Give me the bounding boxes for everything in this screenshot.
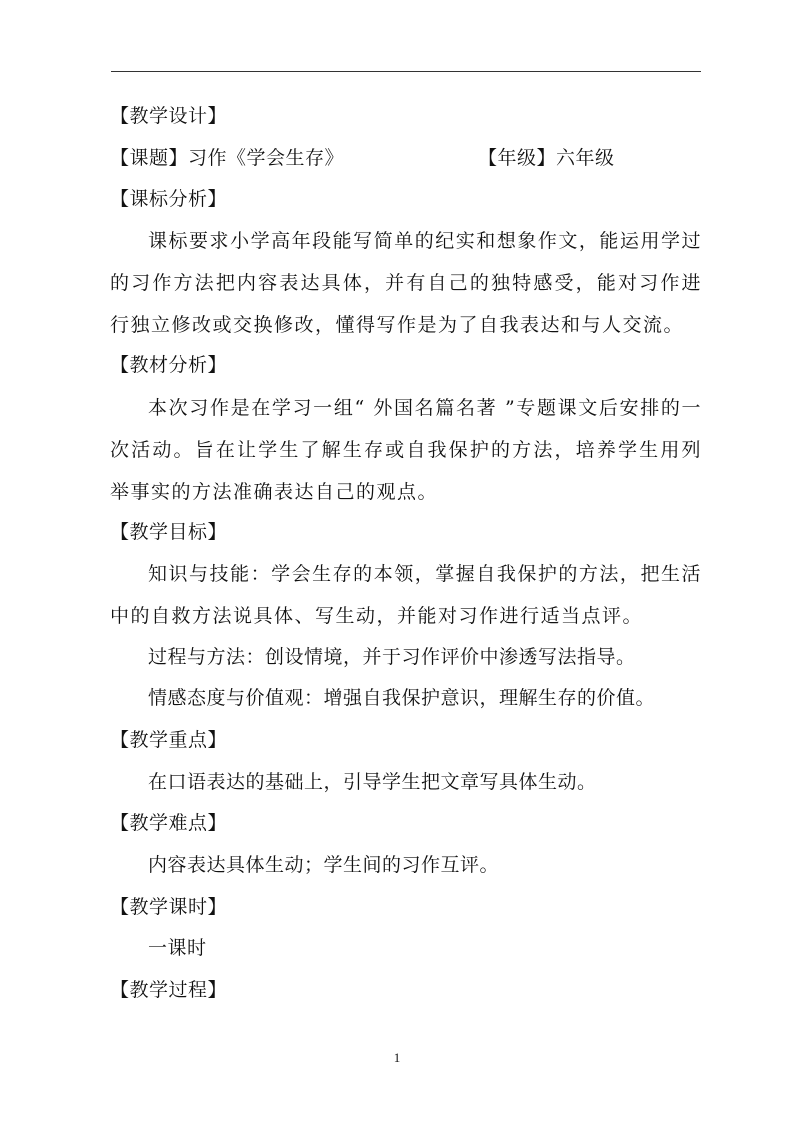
- grade-label: 【年级】六年级: [478, 147, 615, 169]
- heading-key-points: 【教学重点】: [110, 729, 228, 751]
- goal-knowledge-skills: 知识与技能：学会生存的本领，掌握自我保护的方法，把生活中的自救方法说具体、写生动，并能对习作进行适当点评。: [110, 563, 702, 627]
- material-analysis-text: 本次习作是在学习一组“ 外国名篇名著 ”专题课文后安排的一次活动。旨在让学生了解生存或自我保护的方法，培养学生用列举事实的方法准确表达自己的观点。: [110, 397, 702, 503]
- heading-curriculum-analysis: 【课标分析】: [110, 188, 228, 210]
- heading-material-analysis: 【教材分析】: [110, 354, 228, 376]
- curriculum-analysis-text: 课标要求小学高年段能写简单的纪实和想象作文，能运用学过的习作方法把内容表达具体，并有自己的独特感受，能对习作进行独立修改或交换修改，懂得写作是为了自我表达和与人交流。: [110, 230, 702, 336]
- difficult-points-text: 内容表达具体生动；学生间的习作互评。: [148, 854, 500, 876]
- heading-difficult-points: 【教学难点】: [110, 812, 228, 834]
- header-rule: [111, 71, 701, 72]
- goal-emotion-values: 情感态度与价值观：增强自我保护意识，理解生存的价值。: [148, 687, 656, 709]
- heading-class-hours: 【教学课时】: [110, 896, 228, 918]
- goal-process-methods: 过程与方法：创设情境，并于习作评价中渗透写法指导。: [148, 646, 636, 668]
- heading-teaching-process: 【教学过程】: [110, 979, 228, 1001]
- heading-teaching-design: 【教学设计】: [110, 105, 228, 127]
- page-number: 1: [393, 1050, 401, 1065]
- key-points-text: 在口语表达的基础上，引导学生把文章写具体生动。: [148, 771, 597, 793]
- topic-label: 【课题】习作《学会生存》: [110, 147, 345, 169]
- heading-teaching-goals: 【教学目标】: [110, 521, 228, 543]
- class-hours-text: 一课时: [148, 937, 207, 959]
